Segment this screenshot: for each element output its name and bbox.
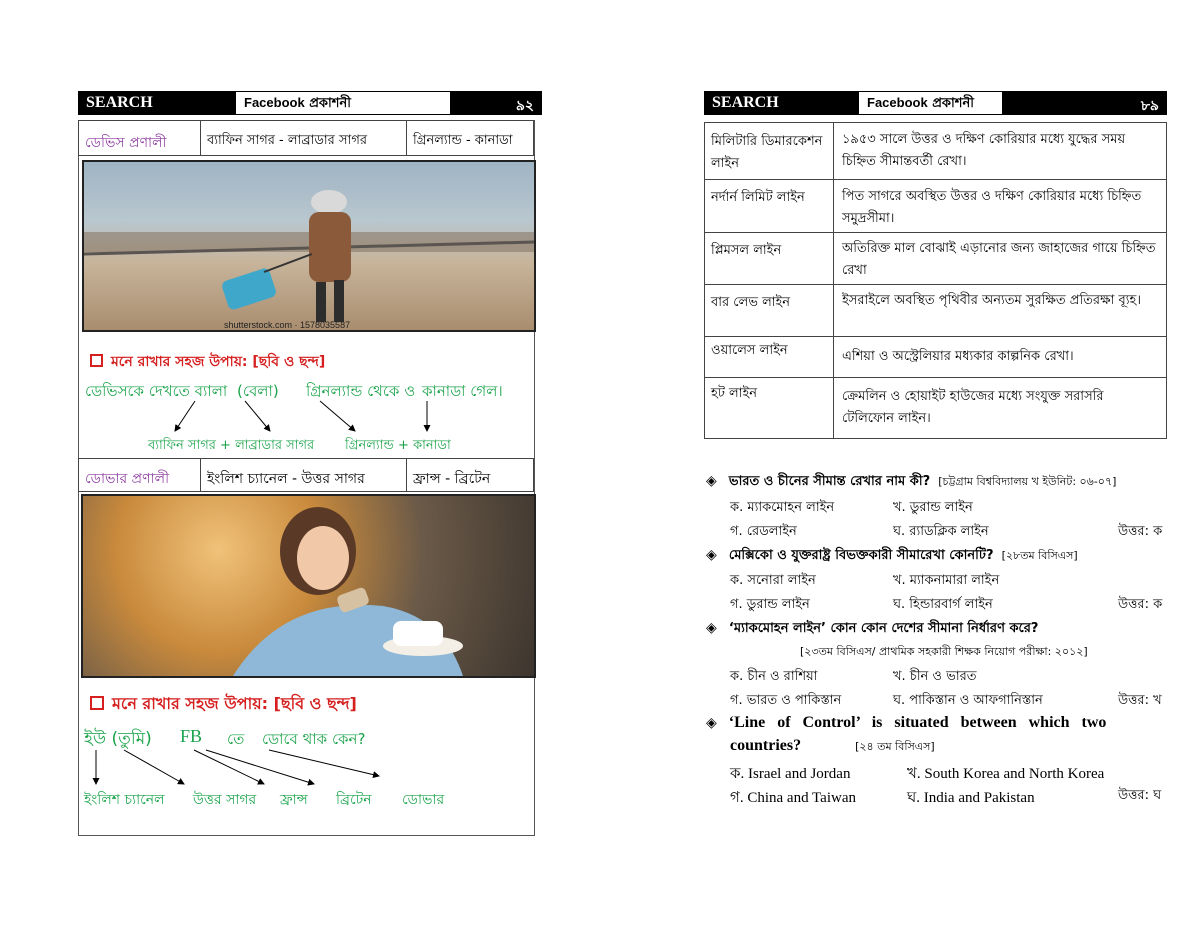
tip2-line-part-3: তে bbox=[227, 730, 245, 748]
q4-option-a: ক. Israel and Jordan bbox=[730, 766, 851, 782]
question-4-source: [২৪ তম বিসিএস] bbox=[855, 740, 935, 753]
tip2-heading-row bbox=[90, 691, 357, 718]
photo1-caption: shutterstock.com · 1578035587 bbox=[224, 320, 351, 330]
lines-table-name-1: মিলিটারি ডিমারকেশন লাইন bbox=[704, 122, 834, 180]
q3-answer: উত্তর: খ bbox=[1118, 693, 1162, 708]
lines-table-name-2: নর্দার্ন লিমিট লাইন bbox=[704, 179, 834, 233]
question-2 bbox=[706, 546, 1078, 567]
lines-table-name-3: প্লিমসল লাইন bbox=[704, 232, 834, 285]
q4-option-b: খ. South Korea and North Korea bbox=[907, 766, 1105, 782]
question-4 bbox=[706, 714, 1106, 732]
lines-table-desc-1: ১৯৫৩ সালে উত্তর ও দক্ষিণ কোরিয়ার মধ্যে যুদ্ধের সময় চিহ্নিত সীমান্তবর্তী রেখা। bbox=[833, 122, 1167, 180]
q3-option-d: ঘ. পাকিস্তান ও আফগানিস্তান bbox=[893, 693, 1043, 708]
station-scene-illustration bbox=[84, 162, 534, 330]
woman-with-suitcase-photo bbox=[82, 160, 536, 332]
tip1-line-part-1: ডেভিসকে দেখতে ব্যালা bbox=[85, 382, 228, 400]
tip2-answer-part-1: ইংলিশ চ্যানেল bbox=[84, 792, 165, 808]
left-header-publisher bbox=[236, 92, 450, 114]
q4-option-d: ঘ. India and Pakistan bbox=[907, 790, 1035, 806]
square-bullet-icon bbox=[90, 696, 104, 710]
q1-answer: উত্তর: ক bbox=[1118, 524, 1163, 539]
tip2-answer-part-5: ডোভার bbox=[402, 792, 445, 808]
right-publisher-bn: প্রকাশনী bbox=[932, 96, 974, 111]
dover-strait-name: ডোভার প্রণালী bbox=[78, 458, 201, 492]
lines-table-desc-5: এশিয়া ও অস্ট্রেলিয়ার মধ্যকার কাল্পনিক রেখা। bbox=[833, 336, 1167, 378]
lines-table-desc-6: ক্রেমলিন ও হোয়াইট হাউজের মধ্যে সংযুক্ত সরাসরি টেলিফোন লাইন। bbox=[833, 377, 1167, 439]
lines-table-name-6: হট লাইন bbox=[704, 377, 834, 439]
left-header-brand: SEARCH bbox=[86, 94, 153, 111]
lines-table-name-4: বার লেভ লাইন bbox=[704, 284, 834, 337]
tip1-answer-part-2: গ্রিনল্যান্ড + কানাডা bbox=[345, 438, 451, 453]
q3-option-a: ক. চীন ও রাশিয়া bbox=[730, 669, 818, 684]
tip1-line-part-4: কানাডা গেল। bbox=[422, 382, 503, 400]
tip1-heading: মনে রাখার সহজ উপায়: [ছবি ও ছন্দ] bbox=[111, 354, 326, 370]
q2-option-a: ক. সনোরা লাইন bbox=[730, 573, 816, 588]
question-4-text-2: countries? bbox=[730, 737, 802, 754]
question-1-source: [চট্টগ্রাম বিশ্ববিদ্যালয় খ ইউনিট: ০৬-০৭] bbox=[938, 475, 1117, 488]
cafe-scene-illustration bbox=[83, 496, 534, 676]
tip2-line-part-2: FB bbox=[180, 726, 203, 746]
question-4-line-2 bbox=[730, 737, 935, 757]
tip2-arrows bbox=[84, 746, 404, 790]
tip2-answer-part-2: উত্তর সাগর bbox=[193, 792, 257, 808]
diamond-bullet-icon: ◈ bbox=[706, 547, 717, 563]
lines-table-desc-4: ইসরাইলে অবস্থিত পৃথিবীর অন্যতম সুরক্ষিত প্রতিরক্ষা ব্যূহ। bbox=[833, 284, 1167, 337]
tip2-line-part-1: ইউ (তুমি) bbox=[84, 729, 152, 749]
right-header-publisher bbox=[859, 92, 1002, 114]
q3-option-c: গ. ভারত ও পাকিস্তান bbox=[730, 693, 842, 708]
question-3 bbox=[706, 619, 1038, 640]
tip1-line-part-3: গ্রিনল্যান্ড থেকে ও bbox=[306, 382, 416, 400]
tip2-line-part-4: ডোবে থাক কেন? bbox=[262, 730, 366, 748]
left-page-header bbox=[78, 91, 542, 115]
tip2-answer-part-3: ফ্রান্স bbox=[280, 792, 308, 808]
davis-strait-name: ডেভিস প্রণালী bbox=[78, 120, 201, 156]
tip1-answer-part-1: ব্যাফিন সাগর + লাব্রাডার সাগর bbox=[148, 438, 315, 453]
q2-option-b: খ. ম্যাকনামারা লাইন bbox=[893, 573, 1000, 588]
right-page-header bbox=[704, 91, 1167, 115]
q4-answer: উত্তর: ঘ bbox=[1118, 788, 1162, 803]
q2-answer: উত্তর: ক bbox=[1118, 597, 1163, 612]
q1-option-a: ক. ম্যাকমোহন লাইন bbox=[730, 500, 835, 515]
tip1-line-part-2: (বেলা) bbox=[237, 382, 279, 400]
lines-table-desc-3: অতিরিক্ত মাল বোঝাই এড়ানোর জন্য জাহাজের গায়ে চিহ্নিত রেখা bbox=[833, 232, 1167, 285]
question-4-text: ‘Line of Control’ is situated between which two bbox=[728, 714, 1107, 731]
left-page-number: ৯২ bbox=[515, 98, 534, 114]
lines-table-name-5: ওয়ালেস লাইন bbox=[704, 336, 834, 378]
left-publisher-bn: প্রকাশনী bbox=[309, 96, 351, 111]
woman-with-phone-photo bbox=[81, 494, 536, 678]
q4-option-c: গ. China and Taiwan bbox=[730, 790, 856, 806]
davis-strait-connects: ব্যাফিন সাগর - লাব্রাডার সাগর bbox=[200, 120, 407, 156]
right-header-brand: SEARCH bbox=[712, 94, 779, 111]
lines-table-desc-2: পিত সাগরে অবস্থিত উত্তর ও দক্ষিণ কোরিয়ার মধ্যে চিহ্নিত সমুদ্রসীমা। bbox=[833, 179, 1167, 233]
q3-option-b: খ. চীন ও ভারত bbox=[893, 669, 977, 684]
right-publisher-en: Facebook bbox=[867, 95, 928, 110]
diamond-bullet-icon: ◈ bbox=[706, 715, 717, 731]
dover-strait-connects: ইংলিশ চ্যানেল - উত্তর সাগর bbox=[200, 458, 407, 492]
tip1-heading-row bbox=[90, 350, 325, 374]
tip2-answer-part-4: ব্রিটেন bbox=[336, 792, 372, 808]
q2-option-c: গ. ডুরান্ড লাইন bbox=[730, 597, 810, 612]
question-1 bbox=[706, 472, 1116, 493]
q1-option-b: খ. ডুরান্ড লাইন bbox=[893, 500, 973, 515]
question-1-text: ভারত ও চীনের সীমান্ত রেখার নাম কী? bbox=[728, 474, 931, 489]
q1-option-c: গ. রেডলাইন bbox=[730, 524, 797, 539]
q1-option-d: ঘ. র‌্যাডক্লিক লাইন bbox=[893, 524, 989, 539]
question-3-text: ‘ম্যাকমোহন লাইন’ কোন কোন দেশের সীমানা নির্ধারণ করে? bbox=[728, 621, 1039, 636]
left-publisher-en: Facebook bbox=[244, 95, 305, 110]
question-2-source: [২৮তম বিসিএস] bbox=[1001, 549, 1078, 562]
tip2-heading: মনে রাখার সহজ উপায়: [ছবি ও ছন্দ] bbox=[112, 694, 357, 713]
question-2-text: মেক্সিকো ও যুক্তরাষ্ট্র বিভক্তকারী সীমারেখা কোনটি? bbox=[728, 548, 994, 563]
diamond-bullet-icon: ◈ bbox=[706, 473, 717, 489]
right-page-number: ৮৯ bbox=[1140, 98, 1159, 114]
square-bullet-icon bbox=[90, 354, 103, 367]
tip1-arrows bbox=[130, 395, 450, 440]
diamond-bullet-icon: ◈ bbox=[706, 620, 717, 636]
q2-option-d: ঘ. হিন্ডারবার্গ লাইন bbox=[893, 597, 993, 612]
question-3-source: [২৩তম বিসিএস/ প্রাথমিক সহকারী শিক্ষক নিয়োগ পরীক্ষা: ২০১২] bbox=[800, 645, 1088, 658]
dover-strait-separates: ফ্রান্স - ব্রিটেন bbox=[406, 458, 534, 492]
davis-strait-separates: গ্রিনল্যান্ড - কানাডা bbox=[406, 120, 534, 156]
